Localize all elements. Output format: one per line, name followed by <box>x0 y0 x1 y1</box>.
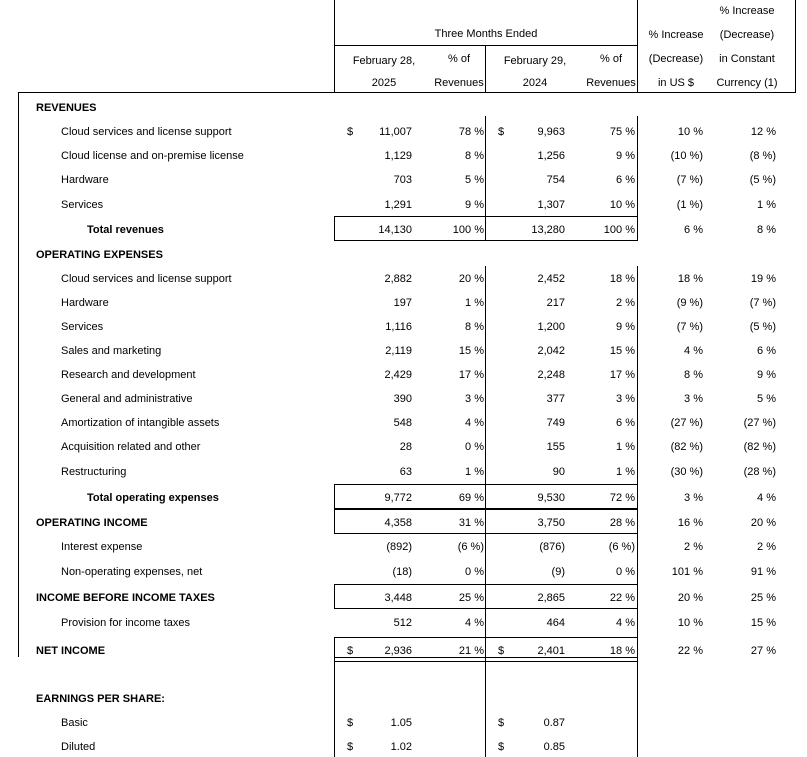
row-label: Services <box>61 199 104 211</box>
rule <box>486 240 638 241</box>
header-pct-revenues-1-line2: Revenues <box>434 77 484 89</box>
change-constant-currency: 91 % <box>750 566 776 578</box>
header-usd-line3: in US $ <box>657 77 695 89</box>
value-feb2025: 1,116 <box>385 321 412 333</box>
header-three-months-ended: Three Months Ended <box>434 28 538 40</box>
change-usd: 8 % <box>684 369 703 381</box>
value-feb2025: 2,882 <box>384 273 412 285</box>
change-constant-currency: 9 % <box>757 369 776 381</box>
value-feb2025: 390 <box>393 393 412 405</box>
value-feb2024: 2,248 <box>537 369 565 381</box>
change-constant-currency: (7 %) <box>749 297 776 309</box>
rule <box>485 533 486 591</box>
row-label: Diluted <box>61 741 96 753</box>
row-label: INCOME BEFORE INCOME TAXES <box>36 592 215 604</box>
rule <box>18 92 796 93</box>
change-usd: 2 % <box>684 541 703 553</box>
rule <box>334 661 486 662</box>
rule <box>334 509 486 510</box>
header-cc-line2: (Decrease) <box>719 29 775 41</box>
rule <box>486 637 638 638</box>
row-label: Non-operating expenses, net <box>61 566 203 578</box>
change-constant-currency: 25 % <box>750 592 776 604</box>
header-pct-revenues-1-line1: % of <box>447 53 470 65</box>
pct-revenues-2025: 25 % <box>458 592 484 604</box>
change-constant-currency: (82 %) <box>743 441 776 453</box>
header-usd-line1: % Increase <box>648 29 704 41</box>
pct-revenues-2024: 28 % <box>609 517 635 529</box>
rule <box>486 216 638 217</box>
value-feb2025: (892) <box>386 541 412 553</box>
rule <box>486 484 638 485</box>
rule <box>334 484 335 509</box>
pct-revenues-2025: 69 % <box>458 492 484 504</box>
pct-revenues-2025: 0 % <box>465 441 484 453</box>
pct-revenues-2025: 1 % <box>465 466 484 478</box>
change-usd: 10 % <box>677 617 703 629</box>
rule <box>334 216 486 217</box>
rule <box>485 657 486 757</box>
row-label: Sales and marketing <box>61 345 162 357</box>
rule <box>486 661 638 662</box>
change-constant-currency: 4 % <box>757 492 776 504</box>
pct-revenues-2024: 1 % <box>616 466 635 478</box>
rule <box>334 637 335 662</box>
header-usd-line2: (Decrease) <box>648 53 704 65</box>
value-feb2025: 1,129 <box>384 150 412 162</box>
pct-revenues-2025: 1 % <box>465 297 484 309</box>
value-feb2024: 1,307 <box>537 199 565 211</box>
pct-revenues-2024: 6 % <box>616 174 635 186</box>
value-feb2025: 63 <box>399 466 412 478</box>
row-label: Cloud license and on-premise license <box>61 150 244 162</box>
header-feb2025-line1: February 28, <box>352 55 416 67</box>
change-constant-currency: 2 % <box>757 541 776 553</box>
row-label: EARNINGS PER SHARE: <box>36 693 165 705</box>
header-cc-line4: Currency (1) <box>716 77 778 89</box>
pct-revenues-2024: 0 % <box>616 566 635 578</box>
change-constant-currency: 15 % <box>750 617 776 629</box>
rule <box>485 116 486 226</box>
value-feb2024: 754 <box>546 174 565 186</box>
rule <box>334 216 335 241</box>
rule <box>18 92 19 657</box>
currency-symbol: $ <box>347 741 354 753</box>
rule <box>637 509 638 534</box>
pct-revenues-2025: 15 % <box>458 345 484 357</box>
value-feb2024: 377 <box>546 393 565 405</box>
value-feb2025: 1.02 <box>390 741 412 753</box>
value-feb2025: 512 <box>393 617 412 629</box>
rule <box>334 608 486 609</box>
header-feb2024-line1: February 29, <box>503 55 567 67</box>
value-feb2024: 13,280 <box>531 224 565 236</box>
row-label: Interest expense <box>61 541 143 553</box>
value-feb2025: 1,291 <box>384 199 412 211</box>
currency-symbol: $ <box>498 645 505 657</box>
rule <box>795 0 796 92</box>
rule <box>486 509 638 510</box>
pct-revenues-2024: 1 % <box>616 441 635 453</box>
pct-revenues-2024: 100 % <box>603 224 635 236</box>
rule <box>334 637 486 638</box>
value-feb2024: 3,750 <box>537 517 565 529</box>
rule <box>485 484 486 509</box>
change-usd: 3 % <box>684 393 703 405</box>
pct-revenues-2024: 4 % <box>616 617 635 629</box>
pct-revenues-2024: 17 % <box>609 369 635 381</box>
change-usd: 20 % <box>677 592 703 604</box>
change-usd: 22 % <box>677 645 703 657</box>
change-constant-currency: (5 %) <box>749 174 776 186</box>
change-usd: 4 % <box>684 345 703 357</box>
change-usd: (7 %) <box>676 174 703 186</box>
row-label: OPERATING INCOME <box>36 517 148 529</box>
row-label: General and administrative <box>61 393 193 405</box>
rule <box>637 266 638 486</box>
change-usd: (82 %) <box>670 441 703 453</box>
currency-symbol: $ <box>347 645 354 657</box>
value-feb2024: 155 <box>546 441 565 453</box>
pct-revenues-2024: (6 %) <box>608 541 635 553</box>
value-feb2024: 9,963 <box>537 126 565 138</box>
row-label: Provision for income taxes <box>61 617 190 629</box>
pct-revenues-2025: 31 % <box>458 517 484 529</box>
rule <box>486 608 638 609</box>
value-feb2024: 2,401 <box>537 645 565 657</box>
value-feb2024: 2,452 <box>537 273 565 285</box>
pct-revenues-2025: 20 % <box>458 273 484 285</box>
change-constant-currency: (8 %) <box>749 150 776 162</box>
value-feb2024: 2,042 <box>537 345 565 357</box>
pct-revenues-2024: 72 % <box>609 492 635 504</box>
pct-revenues-2025: 21 % <box>458 645 484 657</box>
rule <box>485 266 486 486</box>
rule <box>334 657 638 658</box>
change-usd: (27 %) <box>670 417 703 429</box>
header-pct-revenues-2-line2: Revenues <box>586 77 636 89</box>
rule <box>637 657 638 757</box>
value-feb2025: 4,358 <box>384 517 412 529</box>
change-usd: 3 % <box>684 492 703 504</box>
currency-symbol: $ <box>347 126 354 138</box>
pct-revenues-2025: 17 % <box>458 369 484 381</box>
rule <box>334 584 486 585</box>
value-feb2024: 9,530 <box>537 492 565 504</box>
row-label: Services <box>61 321 104 333</box>
pct-revenues-2025: 8 % <box>465 321 484 333</box>
row-label: Hardware <box>61 174 109 186</box>
pct-revenues-2024: 18 % <box>609 645 635 657</box>
value-feb2024: (876) <box>539 541 565 553</box>
change-constant-currency: (27 %) <box>743 417 776 429</box>
change-constant-currency: (28 %) <box>743 466 776 478</box>
pct-revenues-2024: 75 % <box>609 126 635 138</box>
row-label: Basic <box>61 717 88 729</box>
change-usd: (9 %) <box>676 297 703 309</box>
rule <box>334 584 335 609</box>
change-constant-currency: (5 %) <box>749 321 776 333</box>
currency-symbol: $ <box>498 126 505 138</box>
rule <box>637 608 638 638</box>
value-feb2025: 2,429 <box>384 369 412 381</box>
header-feb2024-line2: 2024 <box>522 77 548 89</box>
pct-revenues-2024: 10 % <box>609 199 635 211</box>
row-label: Hardware <box>61 297 109 309</box>
value-feb2025: 703 <box>393 174 412 186</box>
rule <box>486 584 638 585</box>
header-cc-line3: in Constant <box>719 53 775 65</box>
value-feb2025: 548 <box>393 417 412 429</box>
rule <box>334 45 638 46</box>
pct-revenues-2024: 9 % <box>616 321 635 333</box>
value-feb2024: 1,200 <box>537 321 565 333</box>
rule <box>334 533 486 534</box>
value-feb2025: 11,007 <box>379 126 412 138</box>
rule <box>637 637 638 662</box>
rule <box>637 116 638 226</box>
row-label: Research and development <box>61 369 196 381</box>
rule <box>334 484 486 485</box>
value-feb2025: 14,130 <box>378 224 412 236</box>
pct-revenues-2024: 15 % <box>609 345 635 357</box>
change-usd: 16 % <box>677 517 703 529</box>
change-constant-currency: 27 % <box>750 645 776 657</box>
change-constant-currency: 5 % <box>757 393 776 405</box>
change-constant-currency: 8 % <box>757 224 776 236</box>
value-feb2025: 28 <box>399 441 412 453</box>
pct-revenues-2024: 2 % <box>616 297 635 309</box>
value-feb2024: 2,865 <box>537 592 565 604</box>
pct-revenues-2025: 78 % <box>458 126 484 138</box>
value-feb2025: 3,448 <box>384 592 412 604</box>
pct-revenues-2024: 3 % <box>616 393 635 405</box>
value-feb2024: (9) <box>551 566 565 578</box>
rule <box>485 637 486 662</box>
value-feb2025: 9,772 <box>384 492 412 504</box>
value-feb2024: 90 <box>552 466 565 478</box>
change-constant-currency: 20 % <box>750 517 776 529</box>
value-feb2024: 1,256 <box>537 150 565 162</box>
pct-revenues-2024: 18 % <box>609 273 635 285</box>
rule <box>485 608 486 638</box>
row-label: Total revenues <box>87 224 164 236</box>
row-label: Acquisition related and other <box>61 441 201 453</box>
row-label: OPERATING EXPENSES <box>36 249 163 261</box>
value-feb2025: 1.05 <box>390 717 412 729</box>
currency-symbol: $ <box>498 741 505 753</box>
change-usd: (1 %) <box>676 199 703 211</box>
rule <box>637 533 638 591</box>
value-feb2024: 0.85 <box>543 741 565 753</box>
pct-revenues-2024: 9 % <box>616 150 635 162</box>
currency-symbol: $ <box>498 717 505 729</box>
rule <box>334 657 335 757</box>
value-feb2025: 197 <box>393 297 412 309</box>
currency-symbol: $ <box>347 717 354 729</box>
pct-revenues-2025: 8 % <box>465 150 484 162</box>
value-feb2024: 464 <box>546 617 565 629</box>
header-feb2025-line2: 2025 <box>371 77 397 89</box>
header-pct-revenues-2-line1: % of <box>599 53 622 65</box>
rule <box>334 509 335 534</box>
value-feb2024: 749 <box>546 417 565 429</box>
change-constant-currency: 6 % <box>757 345 776 357</box>
row-label: REVENUES <box>36 102 97 114</box>
row-label: Cloud services and license support <box>61 273 232 285</box>
change-usd: 18 % <box>677 273 703 285</box>
pct-revenues-2025: 4 % <box>465 417 484 429</box>
change-usd: (7 %) <box>676 321 703 333</box>
pct-revenues-2025: (6 %) <box>457 541 484 553</box>
pct-revenues-2025: 9 % <box>465 199 484 211</box>
pct-revenues-2025: 3 % <box>465 393 484 405</box>
pct-revenues-2025: 100 % <box>452 224 484 236</box>
row-label: Restructuring <box>61 466 127 478</box>
pct-revenues-2024: 22 % <box>609 592 635 604</box>
change-usd: 101 % <box>671 566 703 578</box>
row-label: Amortization of intangible assets <box>61 417 220 429</box>
row-label: Total operating expenses <box>87 492 219 504</box>
value-feb2024: 217 <box>546 297 565 309</box>
rule <box>637 484 638 509</box>
change-usd: 10 % <box>677 126 703 138</box>
row-label: Cloud services and license support <box>61 126 232 138</box>
value-feb2024: 0.87 <box>543 717 565 729</box>
rule <box>486 533 638 534</box>
pct-revenues-2024: 6 % <box>616 417 635 429</box>
change-usd: (30 %) <box>670 466 703 478</box>
value-feb2025: (18) <box>392 566 412 578</box>
change-constant-currency: 12 % <box>750 126 776 138</box>
value-feb2025: 2,936 <box>384 645 412 657</box>
pct-revenues-2025: 4 % <box>465 617 484 629</box>
header-cc-line1: % Increase <box>719 5 775 17</box>
row-label: NET INCOME <box>36 645 106 657</box>
pct-revenues-2025: 5 % <box>465 174 484 186</box>
change-constant-currency: 1 % <box>757 199 776 211</box>
rule <box>334 240 486 241</box>
pct-revenues-2025: 0 % <box>465 566 484 578</box>
change-usd: (10 %) <box>670 150 703 162</box>
change-constant-currency: 19 % <box>750 273 776 285</box>
change-usd: 6 % <box>684 224 703 236</box>
rule <box>485 509 486 534</box>
value-feb2025: 2,119 <box>385 345 412 357</box>
